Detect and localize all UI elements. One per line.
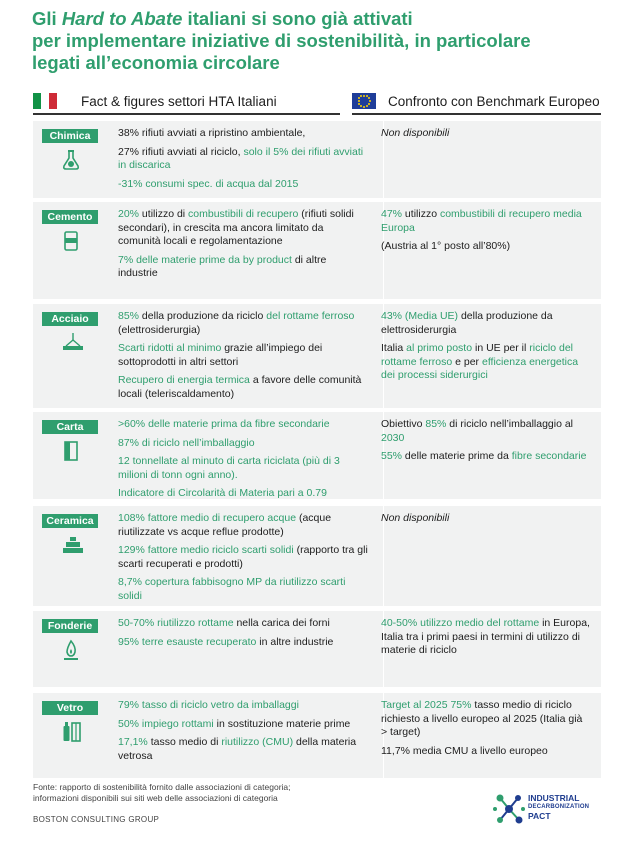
- left-column: [118, 512, 368, 608]
- text-segment: della materia vetrosa: [118, 736, 357, 762]
- text-segment: (Austria al 1° posto all’80%): [381, 240, 511, 252]
- text-segment: Indicatore di Circolarità di Materia pari a 0.79: [118, 487, 327, 499]
- category-badge: Chimica: [42, 129, 98, 143]
- cement-bag-icon: [61, 230, 81, 252]
- header-right: [352, 93, 600, 109]
- header-left-rule: [33, 113, 340, 115]
- sector-row-fonderie: [33, 611, 601, 687]
- text-segment: 40-50% utilizzo medio del rottame: [381, 617, 540, 629]
- right-column: [381, 512, 591, 531]
- text-segment: 85%: [118, 310, 140, 322]
- left-column: [118, 208, 368, 286]
- text-segment: 85%: [425, 418, 447, 430]
- fact-text: [118, 487, 368, 501]
- text-segment: (elettrosiderurgia): [118, 323, 201, 336]
- italy-flag-icon: [33, 93, 57, 109]
- fact-text: [381, 310, 591, 337]
- fact-text: [118, 455, 368, 482]
- text-segment: in UE per il: [472, 342, 530, 354]
- fact-text: [118, 342, 368, 369]
- flask-icon: [61, 149, 81, 171]
- text-segment: 129% fattore medio riciclo scarti solidi: [118, 544, 294, 556]
- text-segment: nella carica dei forni: [233, 617, 330, 629]
- text-segment: 43% (Media UE): [381, 310, 459, 322]
- fact-text: [118, 699, 368, 713]
- text-segment: del rottame ferroso: [266, 310, 355, 322]
- fact-text: [118, 736, 368, 763]
- tiles-icon: [61, 534, 81, 556]
- fact-text: [381, 418, 591, 445]
- text-segment: 2030: [381, 431, 405, 444]
- fact-text: [118, 544, 368, 571]
- text-segment: 7% delle materie prime da by product: [118, 253, 292, 266]
- text-segment: 47%: [381, 208, 403, 220]
- text-segment: 55%: [381, 450, 403, 462]
- title-line-1: Gli Hard to Abate italiani si sono già attivati: [32, 8, 413, 29]
- fact-text: [381, 745, 591, 759]
- right-column: [381, 310, 591, 388]
- fact-text: [118, 576, 368, 603]
- text-segment: (acque riutilizzate vs acque reflue prodotte): [118, 512, 332, 538]
- text-segment: grazie all’impiego dei sottoprodotti in altri settori: [118, 342, 323, 368]
- bcg-credit: BOSTON CONSULTING GROUP: [33, 815, 160, 824]
- flame-icon: [61, 639, 81, 661]
- fact-text: [381, 240, 591, 254]
- text-segment: 108% fattore medio di recupero acque: [118, 512, 297, 524]
- fact-text: [118, 636, 368, 650]
- fact-text: [381, 342, 591, 383]
- category-badge: Fonderie: [42, 619, 98, 633]
- text-segment: 50% impiego rottami: [118, 717, 214, 730]
- sector-row-vetro: [33, 693, 601, 778]
- fact-text: [118, 718, 368, 732]
- text-segment: a favore delle comunità locali (teleriscaldamento): [118, 374, 362, 400]
- text-segment: delle materie prime da: [402, 450, 512, 462]
- text-segment: di riciclo nell’imballaggio al: [446, 418, 574, 430]
- fact-text: [118, 178, 368, 192]
- text-segment: 17,1%: [118, 736, 148, 748]
- logo-line-1: INDUSTRIAL: [528, 793, 580, 803]
- right-column: [381, 418, 591, 469]
- text-segment: combustibili di recupero: [188, 208, 299, 220]
- text-segment: 87% di riciclo nell’imballaggio: [118, 436, 255, 449]
- text-segment: in Europa, Italia tra i primi paesi in termini di utilizzo di materie di riciclo: [381, 617, 590, 656]
- sector-row-carta: [33, 412, 601, 499]
- text-segment: Obiettivo: [381, 418, 426, 430]
- text-segment: della produzione da riciclo: [139, 310, 267, 322]
- category-badge: Vetro: [42, 701, 98, 715]
- text-segment: combustibili di recupero media Europa: [381, 208, 582, 234]
- title-line-3: legati all’economia circolare: [32, 52, 280, 73]
- fact-text: [118, 617, 368, 631]
- paper-icon: [61, 440, 81, 462]
- category-badge: Ceramica: [42, 514, 98, 528]
- text-segment: solo il 5% dei rifiuti avviati in discarica: [118, 145, 364, 171]
- text-segment: 50-70% riutilizzo rottame: [118, 617, 234, 629]
- logo-line-3: PACT: [528, 811, 551, 821]
- steel-beam-icon: [61, 332, 81, 354]
- text-segment: della produzione da elettrosiderurgia: [381, 310, 553, 336]
- fact-text: [118, 254, 368, 281]
- fact-text: [381, 617, 591, 658]
- left-column: [118, 418, 368, 506]
- sector-row-ceramica: [33, 506, 601, 606]
- left-column: [118, 699, 368, 768]
- category-badge: Cemento: [42, 210, 98, 224]
- fact-text: [118, 512, 368, 539]
- text-segment: 95% terre esauste recuperato: [118, 635, 257, 648]
- text-segment: >60% delle materie prima da fibre secondarie: [118, 418, 330, 430]
- text-segment: tasso medio di riciclo richiesto a livello europeo al 2025 (Italia già > target): [381, 699, 583, 738]
- text-segment: Recupero di energia termica: [118, 374, 250, 386]
- sector-row-chimica: [33, 121, 601, 198]
- right-column: [381, 127, 591, 146]
- title-line-2: per implementare iniziative di sostenibilità, in particolare: [32, 30, 531, 51]
- fact-text: [118, 146, 368, 173]
- text-segment: Non disponibili: [381, 512, 450, 524]
- fact-text: [381, 699, 591, 740]
- text-segment: Target al 2025 75%: [381, 699, 472, 711]
- text-segment: 20%: [118, 208, 140, 220]
- fact-text: [381, 450, 591, 464]
- page-title: [32, 8, 612, 74]
- footnote-line-2: informazioni disponibili sui siti web delle associazioni di categoria: [33, 793, 278, 803]
- footnote: [33, 782, 373, 804]
- text-segment: 38% rifiuti avviati a ripristino ambientale,: [118, 127, 306, 139]
- header-left-label: Fact & figures settori HTA Italiani: [81, 93, 277, 109]
- text-segment: in sostituzione materie prime: [213, 717, 351, 730]
- fact-text: [118, 374, 368, 401]
- text-segment: Scarti ridotti al minimo: [118, 342, 222, 354]
- logo-line-2: DECARBONIZATION: [528, 804, 590, 810]
- text-segment: Non disponibili: [381, 127, 450, 139]
- text-segment: in altre industrie: [256, 635, 334, 648]
- fact-text: [118, 208, 368, 249]
- header-left: [33, 93, 277, 109]
- text-segment: di altre industrie: [118, 253, 327, 279]
- fact-text: [381, 127, 591, 141]
- fact-text: [381, 208, 591, 235]
- category-badge: Carta: [42, 420, 98, 434]
- molecule-icon: [492, 790, 526, 828]
- header-right-rule: [352, 113, 601, 115]
- text-segment: riciclo del rottame ferroso: [381, 342, 574, 368]
- sector-row-acciaio: [33, 304, 601, 408]
- right-column: [381, 208, 591, 259]
- text-segment: efficienza energetica dei processi siderurgici: [381, 355, 579, 381]
- right-column: [381, 617, 591, 663]
- text-segment: tasso medio di: [147, 736, 222, 748]
- text-segment: 8,7% copertura fabbisogno MP da riutilizzo scarti solidi: [118, 576, 346, 602]
- text-segment: fibre secondarie: [511, 450, 587, 462]
- text-segment: 11,7% media CMU a livello europeo: [381, 744, 548, 757]
- text-segment: al primo posto: [406, 342, 473, 354]
- fact-text: [118, 437, 368, 451]
- fact-text: [118, 310, 368, 337]
- left-column: [118, 310, 368, 406]
- footnote-line-1: Fonte: rapporto di sostenibilità fornito dalle associazioni di categoria;: [33, 782, 291, 792]
- fact-text: [118, 127, 368, 141]
- text-segment: utilizzo: [402, 208, 440, 220]
- sector-row-cemento: [33, 202, 601, 299]
- text-segment: 79% tasso di riciclo vetro da imballaggi: [118, 699, 299, 711]
- text-segment: (rapporto tra gli scarti recuperati e prodotti): [118, 544, 368, 570]
- left-column: [118, 127, 368, 196]
- text-segment: riutilizzo (CMU): [221, 736, 294, 748]
- text-segment: 27% rifiuti avviati al riciclo,: [118, 145, 244, 158]
- glass-bottle-icon: [61, 721, 81, 743]
- text-segment: utilizzo di: [139, 208, 189, 220]
- logo-text: [528, 794, 589, 821]
- industrial-decarbonization-pact-logo: [492, 790, 622, 830]
- text-segment: 12 tonnellate al minuto di carta riciclata (più di 3 milioni di tonn ogni anno).: [118, 455, 340, 481]
- text-segment: (rifiuti solidi secondari), in crescita ma ancora limitato da comunità locali e regolamentazione: [118, 208, 354, 247]
- text-segment: -31% consumi spec. di acqua dal 2015: [118, 177, 299, 190]
- fact-text: [118, 418, 368, 432]
- text-segment: Italia: [381, 342, 407, 354]
- eu-flag-icon: [352, 93, 376, 109]
- header-right-label: Confronto con Benchmark Europeo: [388, 93, 600, 109]
- right-column: [381, 699, 591, 763]
- category-badge: Acciaio: [42, 312, 98, 326]
- fact-text: [381, 512, 591, 526]
- text-segment: e per: [452, 355, 482, 368]
- left-column: [118, 617, 368, 654]
